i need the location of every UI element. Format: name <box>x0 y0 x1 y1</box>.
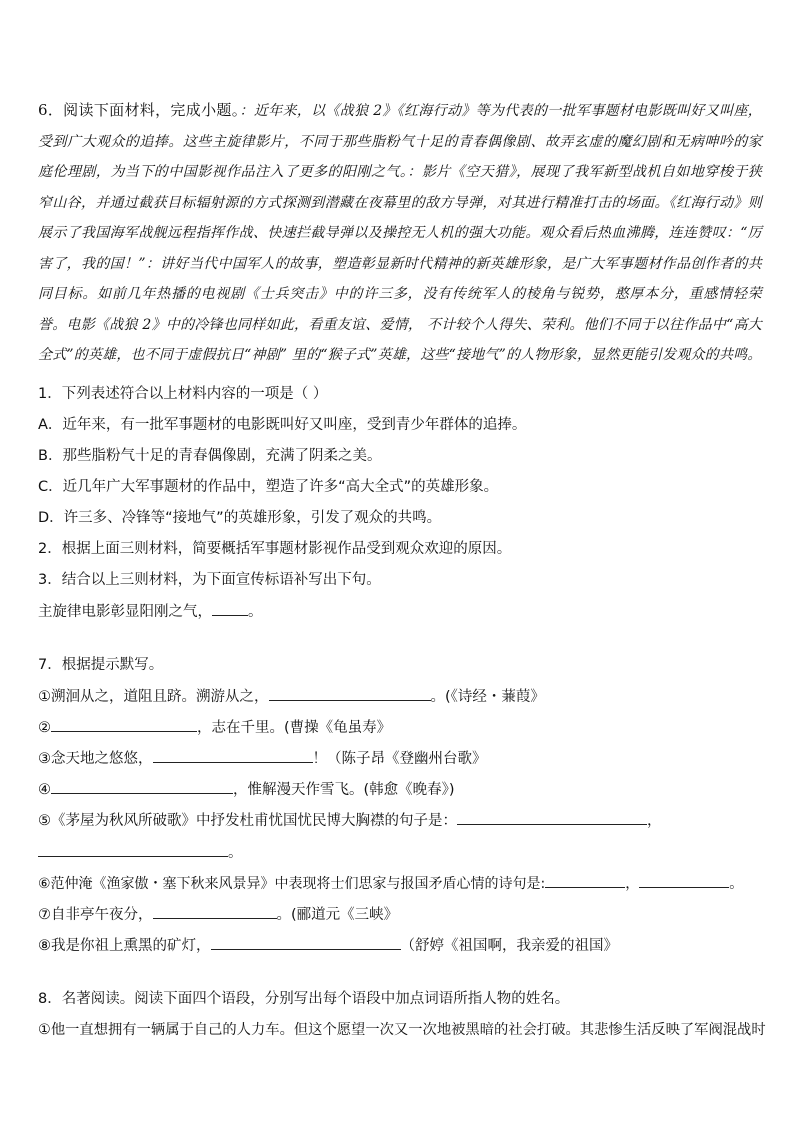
answer-blank[interactable] <box>38 841 228 857</box>
q7-item-4-text: ④ <box>38 782 51 798</box>
q6-sub1: 1．下列表述符合以上材料内容的一项是（ ） <box>38 386 328 402</box>
q6-passage <box>38 95 762 371</box>
q6-option-d: D．许三多、冷锋等“接地气”的英雄形象，引发了观众的共鸣。 <box>38 510 442 526</box>
answer-blank[interactable] <box>639 872 729 888</box>
q7-item-6-text: ⑥范仲淹《渔家傲・塞下秋来风景异》中表现将士们思家与报国矛盾心情的诗句是: <box>38 876 546 892</box>
q7-item-5-text: ⑤《茅屋为秋风所破歌》中抒发杜甫忧国忧民博大胸襟的句子是： <box>38 813 457 829</box>
answer-blank[interactable] <box>153 747 313 763</box>
q7-item-3-text: ③念天地之悠悠， <box>38 751 153 767</box>
q7-item-7-source: 。(郦道元《三峡》 <box>276 907 399 923</box>
q7-item-1-source: 。(《诗经・蒹葭》 <box>430 689 545 705</box>
answer-blank[interactable] <box>457 809 647 825</box>
q6-option-b: B．那些脂粉气十足的青春偶像剧，充满了阴柔之美。 <box>38 448 382 464</box>
q7-item-2 <box>38 716 391 739</box>
q7-item-8-source: （舒婷《祖国啊，我亲爱的祖国》 <box>400 938 618 954</box>
q7-item-2-text: ② <box>38 720 51 736</box>
q6-sub3-prompt <box>38 600 263 623</box>
answer-blank[interactable] <box>51 716 197 732</box>
q7-item-1-text: ①溯洄从之，道阻且跻。溯游从之， <box>38 689 269 705</box>
q6-option-c: C．近几年广大军事题材的作品中，塑造了许多“高大全式”的英雄形象。 <box>38 479 499 495</box>
q7-item-8 <box>38 934 618 957</box>
q7-item-5-comma: ， <box>647 813 662 829</box>
answer-blank[interactable] <box>545 872 625 888</box>
q7-item-6-comma: ， <box>625 876 640 892</box>
q7-item-6 <box>38 872 743 895</box>
answer-blank[interactable] <box>51 778 233 794</box>
q7-item-5 <box>38 809 662 832</box>
q6-sub3-text: 主旋律电影彰显阳刚之气， <box>38 604 212 620</box>
q6-lead: 6．阅读下面材料，完成小题。 <box>38 101 240 119</box>
q7-item-3-source: ！（陈子昂《登幽州台歌》 <box>312 751 487 767</box>
q7-item-1 <box>38 685 545 708</box>
q7-item-8-text: ⑧我是你祖上熏黑的矿灯， <box>38 938 211 954</box>
q7-item-6-end: 。 <box>729 876 744 892</box>
q6-option-a: A．近年来，有一批军事题材的电影既叫好又叫座，受到青少年群体的追捧。 <box>38 417 527 433</box>
q7-title: 7．根据提示默写。 <box>38 657 164 673</box>
q7-item-4-source: ，惟解漫天作雪飞。(韩愈《晚春》) <box>233 782 455 798</box>
q7-item-7 <box>38 903 398 926</box>
q7-item-5-cont <box>38 841 243 864</box>
q8-item-1: ①他一直想拥有一辆属于自己的人力车。但这个愿望一次又一次地被黑暗的社会打破。其悲惨生活反映了军阀混战时 <box>38 1022 766 1038</box>
answer-blank[interactable] <box>153 903 277 919</box>
q7-item-7-text: ⑦自非亭午夜分， <box>38 907 153 923</box>
q6-sub3-end: 。 <box>248 604 263 620</box>
answer-blank[interactable] <box>269 685 431 701</box>
q6-sub3: 3．结合以上三则材料，为下面宣传标语补写出下句。 <box>38 572 381 588</box>
q6-sub2: 2．根据上面三则材料，简要概括军事题材影视作品受到观众欢迎的原因。 <box>38 541 512 557</box>
answer-blank[interactable] <box>211 934 401 950</box>
q7-item-2-source: ，志在千里。(曹操《龟虽寿》 <box>197 720 392 736</box>
answer-blank[interactable] <box>212 600 248 616</box>
q7-item-5-end: 。 <box>228 845 243 861</box>
q6-passage-text: ：近年来，以《战狼 2》《红海行动》等为代表的一批军事题材电影既叫好又叫座，受到广大观众的追捧。这些主旋律影片，不同于那些脂粉气十足的青春偶像剧、故弄玄虚的魔幻剧和无病呻吟的家庭伦理剧，为当下的中国影视作品注入了更多的阳刚之气。：影片《空天猎》，展现了我军新型战机自如地穿梭于狭窄山谷，并通过截获目标辐射源的方式探测到潜藏在夜幕里的敌方导弹，对其进行精准打击的场面。《红海行动》则展示了我国海军战舰远程指挥作战、快速拦截导弹以及操控无人机的强大功能。观众看后热血沸腾，连连赞叹：“厉害了，我的国！”：讲好当代中国军人的故事，塑造彰显新时代精神的新英雄形象，是广大军事题材作品创作者的共同目标。如前几年热播的电视剧《士兵突击》中的许三多，没有传统军人的棱角与锐势，憨厚本分，重感情轻荣誉。电影《战狼 2》中的冷锋也同样如此，看重友谊、爱情， 不计较个人得失、荣利。他们不同于以往作品中“高大全式”的英雄，也不同于虚假抗日“神剧” 里的“猴子式”英雄，这些“接地气”的人物形象，显然更能引发观众的共鸣。 <box>38 103 762 363</box>
q8-title: 8．名著阅读。阅读下面四个语段，分别写出每个语段中加点词语所指人物的姓名。 <box>38 991 570 1007</box>
q7-item-3 <box>38 747 487 770</box>
q7-item-4 <box>38 778 455 801</box>
